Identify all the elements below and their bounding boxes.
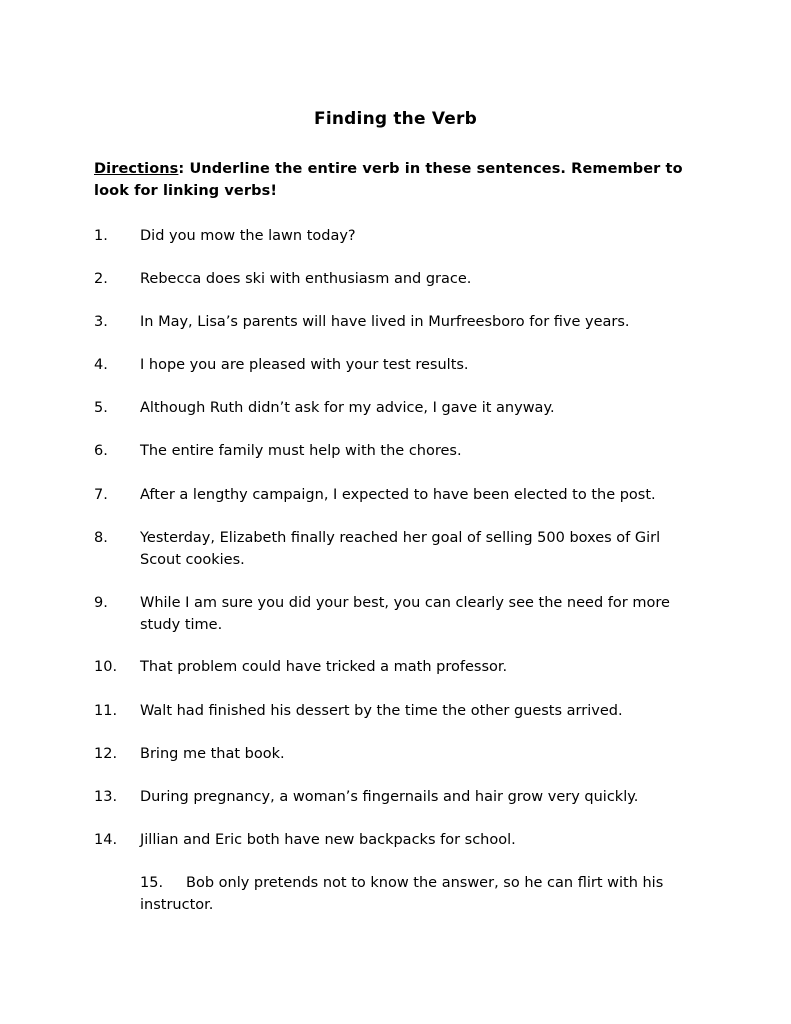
list-item <box>94 225 694 247</box>
item-sentence: Bob only pretends not to know the answer, so he can flirt with his instructor. <box>140 875 664 913</box>
item-sentence: Jillian and Eric both have new backpacks for school. <box>140 832 516 848</box>
list-item <box>94 311 694 333</box>
item-number: 6. <box>94 443 108 459</box>
item-sentence: While I am sure you did your best, you can clearly see the need for more study time. <box>140 595 670 633</box>
page-title: Finding the Verb <box>314 109 477 129</box>
item-number: 13. <box>94 789 118 805</box>
item-sentence: Bring me that book. <box>140 746 285 762</box>
item-number: 3. <box>94 314 108 330</box>
item-number: 5. <box>94 400 108 416</box>
item-sentence: After a lengthy campaign, I expected to have been elected to the post. <box>140 487 656 503</box>
item-sentence: That problem could have tricked a math professor. <box>140 659 508 675</box>
list-item <box>94 656 694 678</box>
item-sentence: Rebecca does ski with enthusiasm and grace. <box>140 271 472 287</box>
item-sentence: Did you mow the lawn today? <box>140 228 356 244</box>
item-sentence: Yesterday, Elizabeth finally reached her goal of selling 500 boxes of Girl Scout cookies. <box>140 530 661 568</box>
item-number: 12. <box>94 746 118 762</box>
item-number: 14. <box>94 832 118 848</box>
item-number: 10. <box>94 659 118 675</box>
list-item <box>94 527 694 571</box>
item-number: 15. <box>140 875 164 891</box>
item-sentence: In May, Lisa’s parents will have lived in Murfreesboro for five years. <box>140 314 630 330</box>
list-item <box>94 786 694 808</box>
directions-label: Directions <box>94 161 179 177</box>
list-item <box>94 268 694 290</box>
item-number: 9. <box>94 595 108 611</box>
item-number: 4. <box>94 357 108 373</box>
item-number: 7. <box>94 487 108 503</box>
item-number: 2. <box>94 271 108 287</box>
item-sentence: Walt had finished his dessert by the time the other guests arrived. <box>140 703 623 719</box>
item-number: 1. <box>94 228 108 244</box>
item-sentence: Although Ruth didn’t ask for my advice, I gave it anyway. <box>140 400 555 416</box>
item-number: 8. <box>94 530 108 546</box>
list-item <box>94 354 694 376</box>
item-sentence: I hope you are pleased with your test results. <box>140 357 469 373</box>
directions-text: : Underline the entire verb in these sentences. Remember to look for linking verbs! <box>94 161 683 199</box>
list-item <box>94 440 694 462</box>
item-sentence: During pregnancy, a woman’s fingernails and hair grow very quickly. <box>140 789 639 805</box>
list-item <box>94 592 694 636</box>
list-item <box>94 397 694 419</box>
list-item <box>94 700 694 722</box>
list-item <box>94 829 694 851</box>
item-number: 11. <box>94 703 118 719</box>
directions <box>94 158 694 202</box>
item-sentence: The entire family must help with the chores. <box>140 443 462 459</box>
list-item <box>140 872 680 916</box>
list-item <box>94 484 694 506</box>
list-item <box>94 743 694 765</box>
